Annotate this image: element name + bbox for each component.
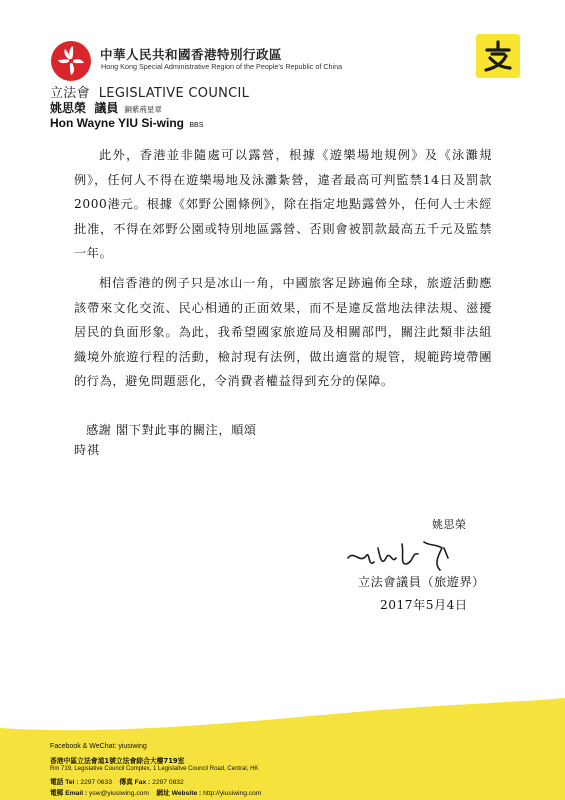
letter-thanks: 感謝 閣下對此事的關注，順頌 [86, 423, 257, 437]
legislative-council-name: 立法會 LEGISLATIVE COUNCIL [50, 86, 250, 101]
website-label: 網址 Website : [156, 790, 202, 797]
signatory-name: 姚思榮 [432, 518, 467, 531]
letter-paragraph-2: 相信香港的例子只是冰山一角，中國旅客足跡遍佈全球，旅遊活動應該帶來文化交流、民心相通的正面效果，而不是違反當地法律法規、滋擾居民的負面形象。為此，我希望國家旅遊局及相關部門，關注此類非法組織境外旅遊行程的活動，檢討現有法例，做出適當的規管，規範跨境帶團的行為，避免問題惡化，令消費者權益得到充分的保障。 [74, 276, 492, 388]
letter-paragraph-1: 此外，香港並非隨處可以露營，根據《遊樂場地規例》及《泳灘規例》，任何人不得在遊樂場地及泳灘紮營，違者最高可判監禁14日及罰款2000港元。根據《郊野公園條例》，除在指定地點露營外，任何人士未經批准，不得在郊野公園或特別地區露營、否則會被罰款最高五千元及監禁一年。 [74, 148, 492, 260]
website-link[interactable]: http://yiusiwing.com [203, 790, 262, 797]
letter-closing: 時祺 [74, 443, 100, 457]
hksar-emblem-icon [50, 40, 92, 82]
fax-number: 2297 0832 [152, 779, 184, 786]
member-name-english [50, 116, 203, 130]
member-honour-cn: 銅紫荊星章 [124, 105, 162, 114]
footer-email-web [50, 787, 261, 797]
party-logo-icon [476, 34, 520, 78]
email-label: 電郵 Email : [50, 790, 88, 797]
phone-number: 2297 0633 [80, 779, 112, 786]
footer-social: Facebook & WeChat: yiusiwing [50, 743, 147, 750]
fax-label: 傳真 Fax : [119, 779, 151, 786]
phone-label: 電話 Tel : [50, 779, 79, 786]
member-honour-en: BBS [189, 122, 204, 129]
signatory-title: 立法會議員（旅遊界） [358, 575, 485, 589]
government-name-english: Hong Kong Special Administrative Region of the People's Republic of China [101, 62, 343, 71]
government-name-chinese: 中華人民共和國香港特別行政區 [100, 47, 283, 62]
member-name-cn-text: 姚思榮 議員 [50, 101, 119, 115]
handwritten-signature [344, 528, 464, 578]
member-name-chinese [50, 99, 162, 116]
member-name-en-text: Hon Wayne YIU Si-wing [50, 116, 185, 130]
footer-phone-fax [50, 776, 184, 786]
footer-address-chinese: 香港中區立法會道1號立法會綜合大樓719室 [50, 757, 185, 765]
footer-address-english: Rm 719, Legislative Council Complex, 1 Legislative Council Road, Central, HK [50, 766, 259, 772]
letter-date: 2017年5月4日 [380, 598, 468, 612]
email-link[interactable]: ysw@yiusiwing.com [89, 790, 149, 797]
